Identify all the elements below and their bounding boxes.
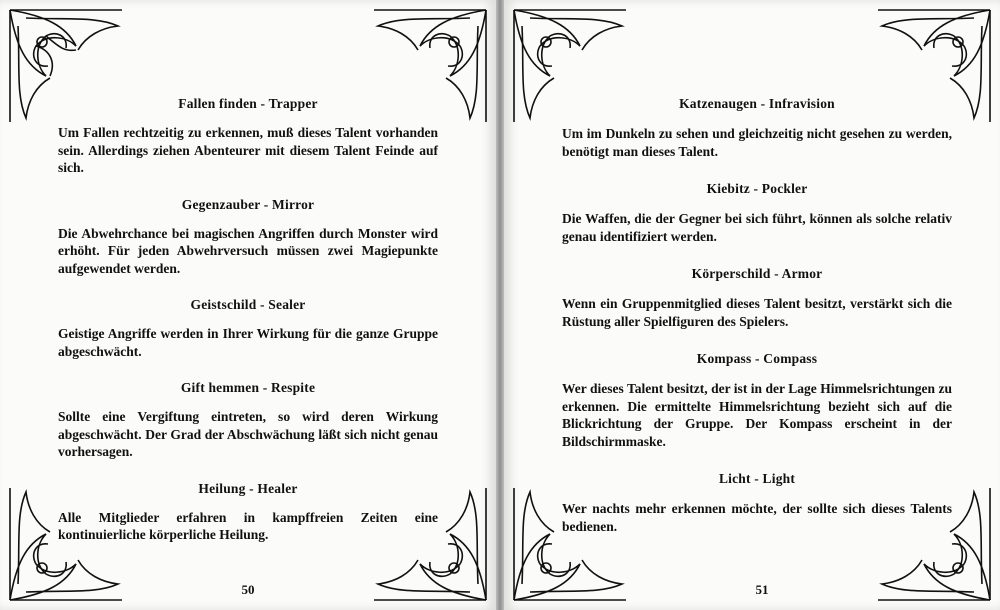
talent-entry <box>562 351 952 450</box>
talent-description: Geistige Angriffe werden in Ihrer Wirkung für die ganze Gruppe abgeschwächt. <box>58 326 438 359</box>
left-page-content <box>58 96 438 564</box>
talent-title: Gift hemmen - Respite <box>180 380 316 395</box>
talent-entry <box>58 96 438 177</box>
talent-title: Körperschild - Armor <box>691 266 823 281</box>
talent-entry <box>58 197 438 278</box>
left-page <box>0 0 496 610</box>
right-page <box>504 0 1000 610</box>
talent-title: Gegenzauber - Mirror <box>181 196 315 212</box>
talent-entry <box>562 471 952 535</box>
talent-description: Wenn ein Gruppenmitglied dieses Talent besitzt, verstärkt sich die Rüstung aller Spielfiguren des Spielers. <box>562 296 952 329</box>
talent-title: Heilung - Healer <box>198 480 298 496</box>
talent-description: Wer dieses Talent besitzt, der ist in der Lage Himmelsrichtungen zu erkennen. Die ermittelte Himmelsrichtung bezieht sich auf die Blickrichtung der Gruppe. Der Kompass erscheint in der Bildschirmmaske. <box>562 381 952 449</box>
book-gutter <box>496 0 504 610</box>
talent-description: Um Fallen rechtzeitig zu erkennen, muß dieses Talent vorhanden sein. Allerdings ziehen Abenteurer mit diesem Talent Feinde auf sich. <box>58 125 438 175</box>
talent-description: Sollte eine Vergiftung eintreten, so wird deren Wirkung abgeschwächt. Der Grad der Abschwächung läßt sich nicht genau vorhersagen. <box>58 409 438 459</box>
right-page-content <box>562 96 952 556</box>
talent-description: Um im Dunkeln zu sehen und gleichzeitig nicht gesehen zu werden, benötigt man dieses Talent. <box>562 126 952 159</box>
talent-description: Die Waffen, die der Gegner bei sich führt, können als solche relativ genau identifiziert werden. <box>562 211 952 244</box>
page-number: 51 <box>755 582 769 597</box>
talent-description: Die Abwehrchance bei magischen Angriffen durch Monster wird erhöht. Für jeden Abwehrversuch müssen zwei Magiepunkte aufgewendet werden. <box>58 225 438 276</box>
talent-description: Wer nachts mehr erkennen möchte, der sollte sich dieses Talents bedienen. <box>562 501 952 534</box>
talent-title: Kompass - Compass <box>696 351 818 366</box>
talent-title: Geistschild - Sealer <box>190 297 306 312</box>
talent-entry <box>58 380 438 461</box>
talent-title: Fallen finden - Trapper <box>178 96 318 111</box>
talent-entry <box>58 297 438 360</box>
talent-entry <box>562 266 952 330</box>
talent-description: Alle Mitglieder erfahren in kampffreien Zeiten eine kontinuierliche körperliche Heilung. <box>58 509 438 542</box>
talent-title: Licht - Light <box>718 471 796 486</box>
talent-entry <box>58 481 438 544</box>
talent-entry <box>562 96 952 160</box>
talent-title: Katzenaugen - Infravision <box>679 96 835 111</box>
talent-title: Kiebitz - Pockler <box>706 181 808 196</box>
talent-entry <box>562 181 952 245</box>
page-number: 50 <box>241 582 255 597</box>
